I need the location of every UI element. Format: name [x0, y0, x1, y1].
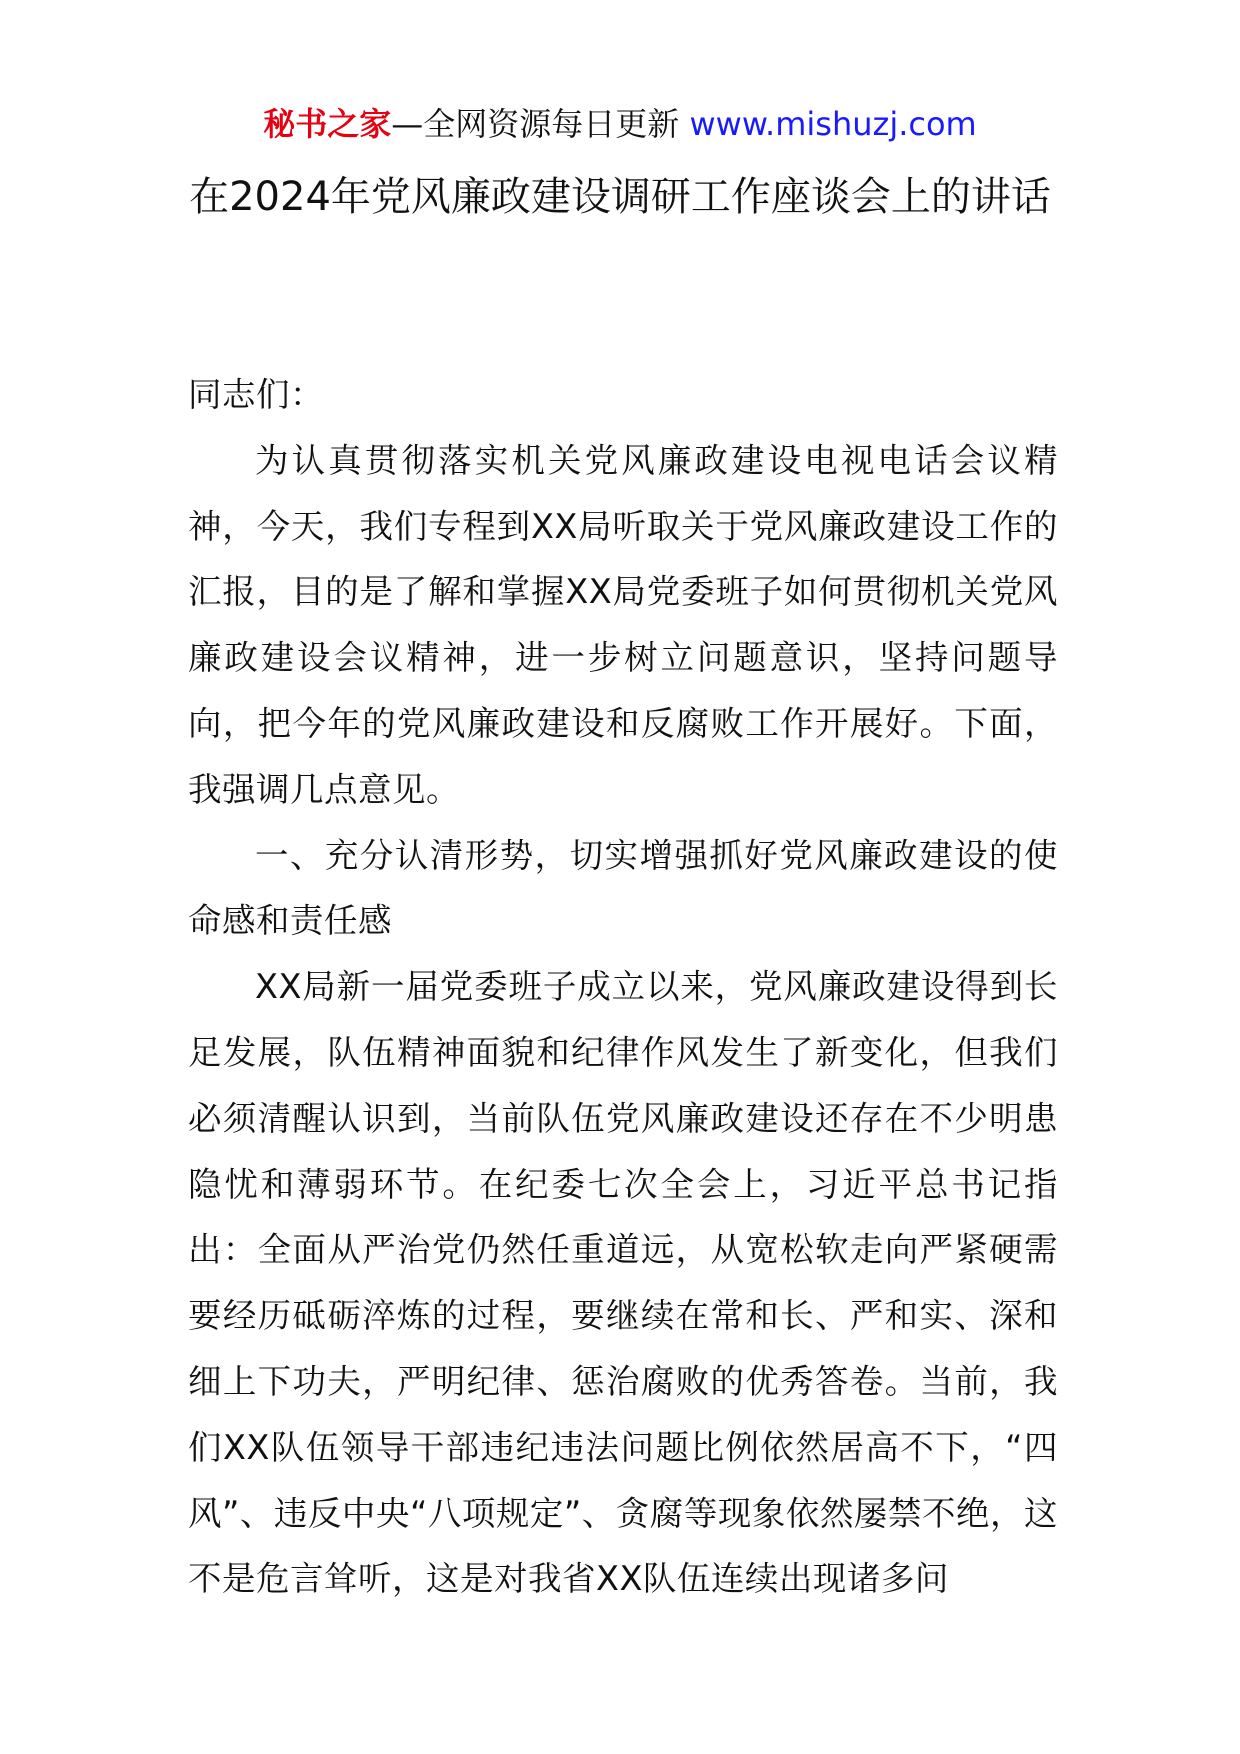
- header-tagline: —全网资源每日更新: [391, 105, 690, 143]
- body-paragraph: XX局新一届党委班子成立以来，党风廉政建设得到长足发展，队伍精神面貌和纪律作风发生了新变化，但我们必须清醒认识到，当前队伍党风廉政建设还存在不少明患隐忧和薄弱环节。在纪委七次全会上，习近平总书记指出：全面从严治党仍然任重道远，从宽松软走向严紧硬需要经历砥砺淬炼的过程，要继续在常和长、严和实、深和细上下功夫，严明纪律、惩治腐败的优秀答卷。当前，我们XX队伍领导干部违纪违法问题比例依然居高不下，“四风”、违反中央“八项规定”、贪腐等现象依然屡禁不绝，这不是危言耸听，这是对我省XX队伍连续出现诸多问: [188, 967, 1058, 1599]
- site-header: [0, 102, 1240, 146]
- brand-name: 秘书之家: [263, 105, 392, 143]
- salutation: 同志们：: [188, 375, 324, 414]
- document-body: [188, 362, 1058, 1612]
- site-url-link[interactable]: www.mishuzj.com: [689, 105, 977, 143]
- document-title: 在2024年党风廉政建设调研工作座谈会上的讲话: [189, 174, 1051, 220]
- body-paragraph: 为认真贯彻落实机关党风廉政建设电视电话会议精神，今天，我们专程到XX局听取关于党风廉政建设工作的汇报，目的是了解和掌握XX局党委班子如何贯彻机关党风廉政建设会议精神，进一步树立问题意识，坚持问题导向，把今年的党风廉政建设和反腐败工作开展好。下面，我强调几点意见。: [188, 440, 1058, 809]
- section-heading: 一、充分认清形势，切实增强抓好党风廉政建设的使命感和责任感: [188, 835, 1058, 941]
